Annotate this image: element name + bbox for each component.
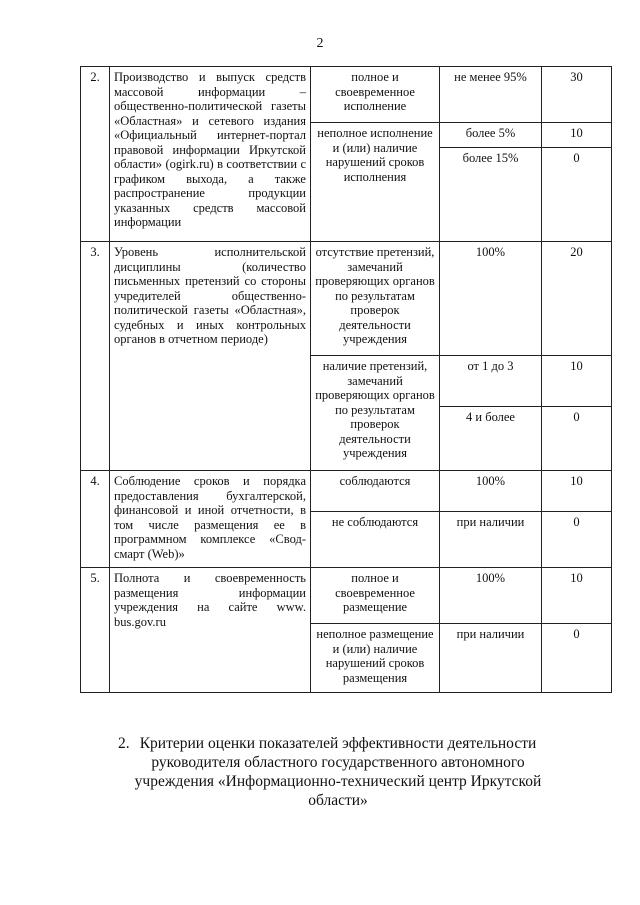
value-cell: более 5%: [440, 123, 542, 148]
condition-text: неполное размещение и (или) наличие нарушений сроков размещения: [311, 624, 440, 693]
section-heading-text: Критерии оценки показателей эффективности деятельности руководителя областного государственного автономного учреждения «Информационно-технический центр Иркутской области»: [134, 735, 542, 809]
condition-text: наличие претензий, замечаний проверяющих органов по результатам проверок деятельности учреждения: [311, 356, 440, 471]
value-cell: 100%: [440, 471, 542, 512]
points-cell: 0: [542, 624, 612, 693]
points-cell: 0: [542, 407, 612, 471]
section-heading-number: 2.: [118, 735, 130, 752]
points-cell: 30: [542, 67, 612, 123]
page-number: 2: [316, 36, 324, 51]
points-cell: 10: [542, 568, 612, 624]
indicator-text: Уровень исполнительской дисциплины (количество письменных претензий со стороны учредителей общественно-политической газеты «Областная», судебных и иных контрольных органов в отчетном периоде): [110, 242, 311, 471]
condition-text: соблюдаются: [311, 471, 440, 512]
condition-text: полное и своевременное исполнение: [311, 67, 440, 123]
value-cell: при наличии: [440, 624, 542, 693]
value-cell: более 15%: [440, 148, 542, 242]
value-cell: не менее 95%: [440, 67, 542, 123]
points-cell: 10: [542, 123, 612, 148]
value-cell: при наличии: [440, 512, 542, 568]
table-row: [81, 568, 612, 624]
row-number: 2.: [81, 67, 110, 242]
row-number: 5.: [81, 568, 110, 693]
condition-text: полное и своевременное размещение: [311, 568, 440, 624]
points-cell: 10: [542, 356, 612, 407]
value-cell: 100%: [440, 568, 542, 624]
points-cell: 20: [542, 242, 612, 356]
table-row: [81, 67, 612, 123]
value-cell: от 1 до 3: [440, 356, 542, 407]
row-number: 3.: [81, 242, 110, 471]
condition-text: неполное исполнение и (или) наличие нарушений сроков исполнения: [311, 123, 440, 242]
indicator-text: Полнота и своевременность размещения информации учреждения на сайте www. bus.gov.ru: [110, 568, 311, 693]
points-cell: 0: [542, 512, 612, 568]
criteria-table: [80, 66, 612, 693]
row-number: 4.: [81, 471, 110, 568]
condition-text: отсутствие претензий, замечаний проверяющих органов по результатам проверок деятельности учреждения: [311, 242, 440, 356]
indicator-text: Производство и выпуск средств массовой информации – общественно-политической газеты «Областная» и сетевого издания «Официальный интернет-портал правовой информации Иркутской области» (ogirk.ru) в соответствии с графиком выхода, а также распространение продукции указанных средств массовой информации: [110, 67, 311, 242]
value-cell: 100%: [440, 242, 542, 356]
points-cell: 10: [542, 471, 612, 512]
table-row: [81, 471, 612, 512]
indicator-text: Соблюдение сроков и порядка предоставления бухгалтерской, финансовой и иной отчетности, в том числе размещения ее в программном комплексе «Свод-смарт (Web)»: [110, 471, 311, 568]
table-row: [81, 242, 612, 356]
condition-text: не соблюдаются: [311, 512, 440, 568]
value-cell: 4 и более: [440, 407, 542, 471]
section-heading: [118, 734, 558, 810]
points-cell: 0: [542, 148, 612, 242]
